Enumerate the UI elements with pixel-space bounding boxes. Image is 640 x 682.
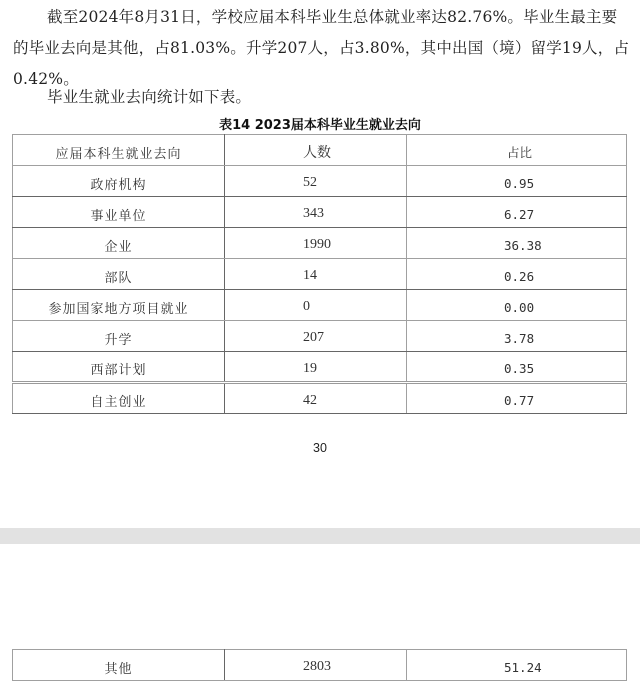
- table-row: [13, 197, 627, 228]
- table-row: [13, 352, 627, 383]
- cell-ratio: 51.24: [407, 650, 627, 681]
- table-row: [13, 290, 627, 321]
- table-row: [13, 228, 627, 259]
- table-row: [13, 259, 627, 290]
- cell-count: 207: [225, 321, 407, 352]
- cell-count: 2803: [225, 650, 407, 681]
- page-separator: [0, 528, 640, 544]
- header-count: 人数: [225, 135, 407, 166]
- cell-destination: 西部计划: [13, 352, 225, 383]
- cell-destination: 部队: [13, 259, 225, 290]
- cell-count: 19: [225, 352, 407, 383]
- cell-count: 14: [225, 259, 407, 290]
- employment-destination-table-continued: [12, 649, 627, 681]
- header-ratio: 占比: [407, 135, 627, 166]
- cell-count: 42: [225, 383, 407, 414]
- cell-destination: 其他: [13, 650, 225, 681]
- cell-destination: 事业单位: [13, 197, 225, 228]
- cell-ratio: 0.77: [407, 383, 627, 414]
- page-number: 30: [313, 441, 327, 455]
- cell-destination: 政府机构: [13, 166, 225, 197]
- table-intro-paragraph: 毕业生就业去向统计如下表。: [47, 88, 252, 106]
- cell-ratio: 0.00: [407, 290, 627, 321]
- cell-count: 343: [225, 197, 407, 228]
- cell-ratio: 36.38: [407, 228, 627, 259]
- table-row: [13, 321, 627, 352]
- cell-destination: 自主创业: [13, 383, 225, 414]
- cell-count: 52: [225, 166, 407, 197]
- cell-count: 1990: [225, 228, 407, 259]
- table-row: [13, 166, 627, 197]
- table-caption: 表14 2023届本科毕业生就业去向: [219, 118, 421, 133]
- cell-count: 0: [225, 290, 407, 321]
- intro-paragraph: 截至2024年8月31日，学校应届本科毕业生总体就业率达82.76%。毕业生最主要的毕业去向是其他，占81.03%。升学207人，占3.80%，其中出国（境）留学19人，占0.42%。: [13, 8, 630, 88]
- cell-destination: 升学: [13, 321, 225, 352]
- cell-ratio: 0.35: [407, 352, 627, 383]
- table-header-row: [13, 135, 627, 166]
- cell-ratio: 0.95: [407, 166, 627, 197]
- employment-destination-table: [12, 134, 627, 414]
- table-row: [13, 650, 627, 681]
- cell-ratio: 0.26: [407, 259, 627, 290]
- cell-ratio: 6.27: [407, 197, 627, 228]
- cell-destination: 企业: [13, 228, 225, 259]
- cell-ratio: 3.78: [407, 321, 627, 352]
- table-row: [13, 383, 627, 414]
- header-destination: 应届本科生就业去向: [13, 135, 225, 166]
- cell-destination: 参加国家地方项目就业: [13, 290, 225, 321]
